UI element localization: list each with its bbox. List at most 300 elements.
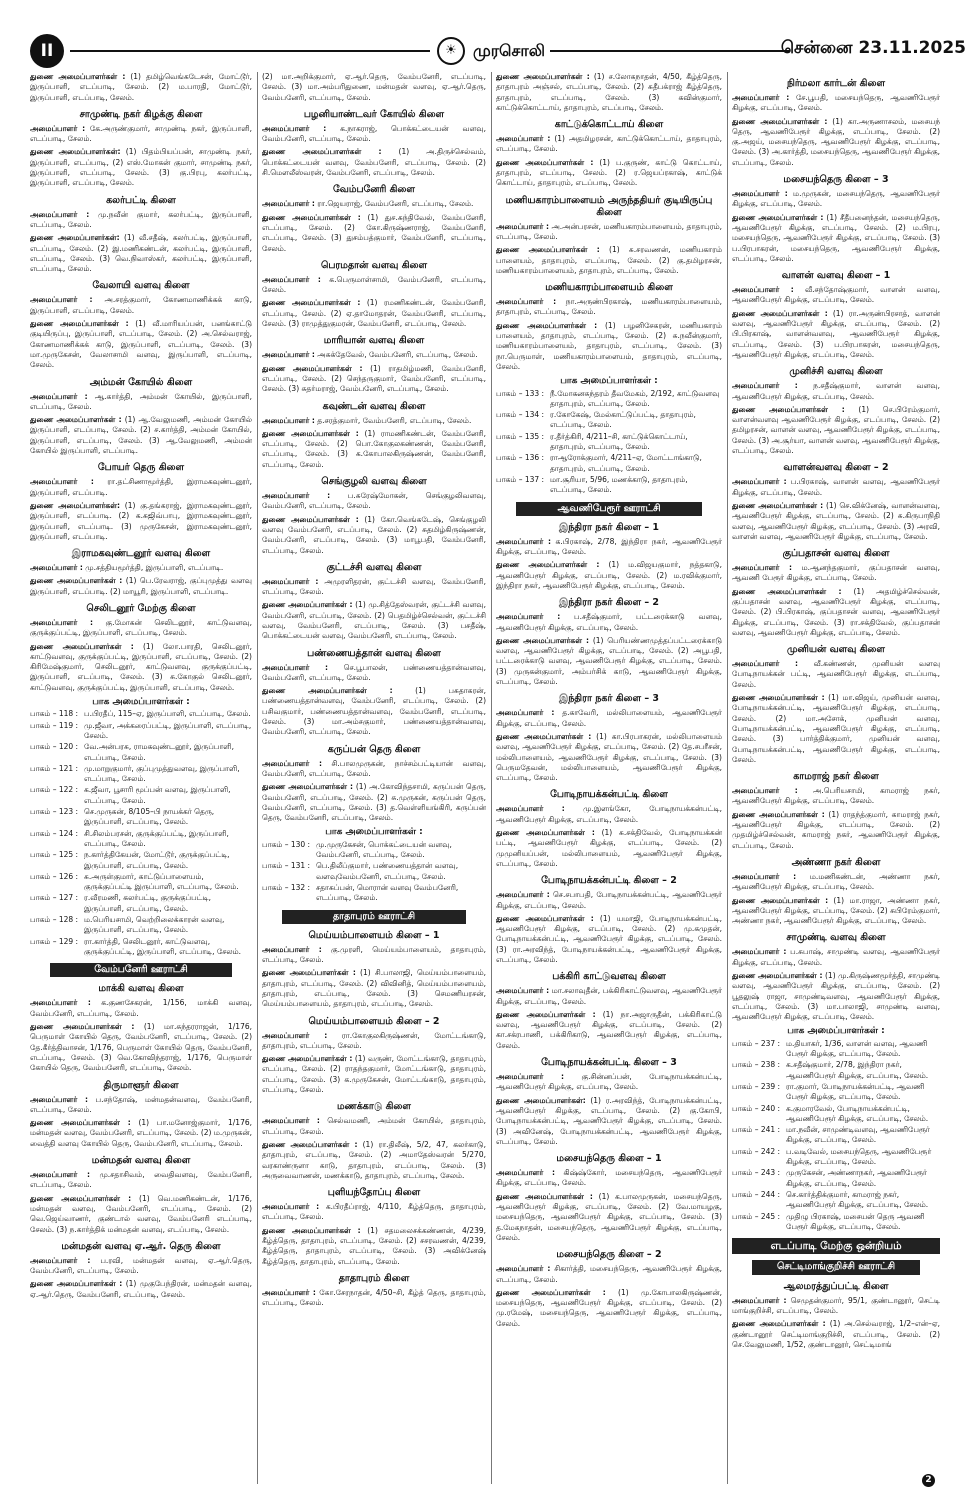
booth-agent: மா.சூரியா, 5/96, மணக்காடு, தாதாபுரம், எடப்பாடி, சேலம். xyxy=(550,474,688,495)
appointment-entry xyxy=(732,810,940,851)
appointee-names: (1) ஆ.வேலுமணி, அம்மன் கோயில் இருப்பாளி, எடப்பாடி, சேலம். (2) ச.கார்த்தி, அம்மன் கோயில், இருப்பாளி, எடப்பாடி, சேலம். (3) ஆ.வேலுமணி, அம்மன் கோயில் இருப்பாளி, எடப்பாடி. xyxy=(30,415,252,456)
appointment-entry xyxy=(30,998,252,1019)
booth-row xyxy=(732,1212,940,1233)
appointee-names: (1) செ.விக்னேஷ், வாளன்வளவு, ஆவணிபேரூர் கிழக்கு, எடப்பாடி, சேலம். (2) சு.கிருபாநிதி வளவு, ஆவணிபேரூர் கிழக்கு, எடப்பாடி, சேலம். (3) அரவி, வாளன் வளவு, ஆவணிபேரூர் கிழக்கு, எடப்பாடி, சேலம். xyxy=(732,500,940,541)
appointee-names: அ.சரத்குமார், கோணமாணிக்கக் காடு, இருப்பாளி, எடப்பாடி, சேலம். xyxy=(30,295,252,315)
role-label: துணை அமைப்பாளர்கள் : xyxy=(30,1022,135,1032)
appointee-names: சிகார்த்தி, மசையந்தெரு, ஆவணிபேரூர் கிழக்கு, எடப்பாடி, சேலம். xyxy=(496,1264,722,1284)
branch-heading: அண்ணா நகர் கிளை xyxy=(791,856,881,868)
branch-heading: பழனியாண்டவர் கோயில் கிளை xyxy=(303,108,445,120)
branch-heading: மாரியான் வளவு கிளை xyxy=(323,335,425,347)
appointment-entry xyxy=(262,1140,486,1181)
branch-heading: இந்திரா நகர் கிளை – 1 xyxy=(558,521,660,533)
appointment-entry xyxy=(262,1226,486,1267)
appointee-names: (1) தமிழ்வெங்கடேசன், மோட்டூர், இருப்பாளி, எடப்பாடி, சேலம். (2) ம.பாரதி, மோட்டூர், இருப்பாளி, எடப்பாடி, சேலம். xyxy=(30,72,252,102)
appointment-entry xyxy=(496,890,722,911)
appointee-names: கு.சின்னப்பன், போடிநாயக்கன்பட்டி, ஆவணிபேரூர் கிழக்கு, எடப்பாடி, சேலம். xyxy=(496,1072,722,1092)
appointee-names: (1) வீ.சதீஷ், கலர்பட்டி, இருப்பாளி, எடப்பாடி, சேலம். (2) இ.மணிகண்டன், கலர்பட்டி, இருப்பாளி, எடப்பாடி, சேலம். (3) வெ.நிவாஸ்கர், கலர்பட்டி, இருப்பாளி, எடப்பாடி, சேலம். xyxy=(30,233,252,274)
appointee-names: (1) ராதமிழ்மணி, வேம்பனேரி, எடப்பாடி, சேலம். (2) செந்தருகுமார், வேம்பனேரி, எடப்பாடி, சேலம். (3) சுதர்மராஜ், வேம்பனேரி, எடப்பாடி, சேலம். xyxy=(262,363,486,394)
footer-page-number: 2 xyxy=(922,1474,935,1487)
appointee-names: ரா.கோகுலகிருஷ்ணன், மோட்டங்காடு, தாதாபுரம், எடப்பாடி, சேலம். xyxy=(262,1030,486,1050)
appointee-names: (1) மு.கிருஷ்ணமூர்த்தி, சாமுண்டி வளவு, ஆவணிபேரூர் கிழக்கு, எடப்பாடி, சேலம். (2) பூதலுஷ் ராஜா, சாமுண்டிவளவு, ஆவணிபேரூர் கிழக்கு, எடப்பாடி, சேலம். (3) மா.பாலாஜி, சாமுண்டி வளவு, ஆவணிபேரூர் கிழக்கு, எடப்பாடி, சேலம். xyxy=(732,971,940,1022)
appointment-entry xyxy=(30,1022,252,1073)
appointee-names: க.குணசேகரன், 1/156, மாக்கி வளவு, வேம்பனேரி, எடப்பாடி, சேலம். xyxy=(30,998,252,1018)
role-label: அமைப்பாளர் : xyxy=(496,536,552,546)
appointment-entry xyxy=(262,968,486,1009)
appointee-names: (1) செ.பிரேம்குமார், வாளன்வளவு ஆவணிபேரூர் கிழக்கு, எடப்பாடி, சேலம். (2) தமிழரசன், வாளன் வளவு, ஆவணிபேரூர் கிழக்கு, எடப்பாடி, சேலம். (3) அ.சூர்யா, வாளன் வளவு, ஆவணிபேரூர் கிழக்கு, எடப்பாடி, சேலம். xyxy=(732,404,940,456)
appointee-names: அ.அன்பரசன், மணியகாரம்பாளையம், தாதாபுரம், எடப்பாடி, சேலம். xyxy=(496,221,722,241)
appointment-entry xyxy=(30,147,252,188)
role-label: அமைப்பாளர் : xyxy=(262,944,322,954)
appointee-names: (1) பெ.ரேவராஜ், குப்புமுத்து வளவு இருப்பாளி, எடப்பாடி. (2) மாயூரி, இருப்பாளி, எடப்பாடி. xyxy=(30,576,252,596)
appointee-names: (1) அதமிழ்ச்செல்வன், குப்பதாசன் வளவு, ஆவணிபேரூர் கிழக்கு, எடப்பாடி, சேலம். (2) பி.பிரகாஷ், குப்பதாசன் வளவு, ஆவணிபேரூர் கிழக்கு, எடப்பாடி, சேலம். (3) ரா.சக்திவேல், குப்பதாசன் வளவு, ஆவணிபேரூர் கிழக்கு, எடப்பாடி, சேலம். xyxy=(732,586,940,637)
appointment-entry xyxy=(496,1096,722,1147)
appointee-names: (1) வெ.மணிகண்டன், 1/176, மன்மதன் வளவு, வேம்பனேரி, எடப்பாடி, சேலம். (2) வெ.ஜெய்வாணர், குண்டால் வளவு, வேம்பனேரி எடப்பாடி, சேலம். (3) ந.கார்த்திக் மன்மதன் வளவு, எடப்பாடி, சேலம். xyxy=(30,1193,252,1234)
role-label: துணை அமைப்பாளர்கள் : xyxy=(262,428,359,438)
booth-agents-heading: பாக அமைப்பாளர்கள் : xyxy=(92,697,190,708)
appointee-names: (1) பிதம்பியப்பன், சாமுண்டி நகர், இருப்பாளி, எடப்பாடி, (2) எஸ்.மோகன் குமார், சாமுண்டி நகர், இருப்பாளி, எடப்பாடி, சேலம். (3) கு.பிரபு, கலர்பட்டி, இருப்பாளி, எடப்பாடி, சேலம். xyxy=(30,147,252,188)
appointment-entry xyxy=(732,189,940,210)
appointment-entry xyxy=(496,222,722,243)
appointee-names: (1) க.பாலமுருகன், மசையந்தெரு, ஆவணிபேரூர் கிழக்கு, எடப்பாடி, சேலம். (2) வே.மாயழகு, மசையந்தெரு, ஆவணிபேரூர் கிழக்கு, எடப்பாடி, சேலம். (3) த.மேகநாதன், மசையந்தெரு, ஆவணிபேரூர் கிழக்கு, எடப்பாடி, சேலம். xyxy=(496,1191,722,1242)
booth-row xyxy=(732,1039,940,1060)
role-label: அமைப்பாளர் : xyxy=(732,659,799,669)
role-label: அமைப்பாளர் : xyxy=(30,1170,90,1180)
appointee-names: (1) ப.குருண், காட்டு கொட்டாய், தாதாபுரம், எடப்பாடி, சேலம். (2) ர.ஜெயப்ரகாஷ், காட்டுக் கொட்டாய், தாதாபுரம், எடப்பாடி, சேலம். xyxy=(496,157,722,188)
booth-row xyxy=(496,453,722,474)
role-label: அமைப்பாளர் : xyxy=(732,947,787,957)
appointee-names: (1) பசுதாகரன், பண்ணையத்தான்வளவு, வேம்பனேரி, எடப்பாடி, சேலம். (2) பசிவகுமார், பண்ணையத்தான்வளவு, வேம்பனேரி, எடப்பாடி, சேலம். (3) மா.அம்சகுமார், பண்ணையத்தான்வளவு, வேம்பனேரி, எடப்பாடி, சேலம். xyxy=(262,686,486,737)
column-1 xyxy=(30,72,252,1484)
appointment-entry xyxy=(732,1296,940,1317)
role-label: அமைப்பாளர் : xyxy=(496,1168,555,1178)
appointment-entry xyxy=(30,233,252,274)
branch-heading: வேம்பனேரி கிளை xyxy=(333,184,415,196)
role-label: துணை அமைப்பாளர்கள் : xyxy=(262,1054,353,1064)
role-label: அமைப்பாளர் : xyxy=(262,1202,320,1212)
booth-row xyxy=(30,937,252,958)
role-label: துணை அமைப்பாளர்கள் : xyxy=(496,828,595,838)
booth-agent: மா.நவீன், சாமுண்டிவளவு, ஆவணிபேரூர் கிழக்கு, எடப்பாடி, சேலம். xyxy=(786,1125,930,1145)
branch-heading: புளியந்தோப்பு கிளை xyxy=(327,1187,421,1199)
appointment-entry xyxy=(262,1031,486,1052)
appointee-names: ப.ரவி, மன்மதன் வளவு, ஏ.ஆர்.தெரு, வேம்பனேரி, எடப்பாடி, சேலம். xyxy=(30,1255,252,1276)
booth-number: பாகம் – 239 : xyxy=(732,1081,781,1091)
panchayat-banner: ஆவணிபேரூர் ஊராட்சி xyxy=(516,502,702,516)
branch-heading: மன்மதன் வளவு கிளை xyxy=(91,1155,191,1167)
branch-heading: மன்மதன் வளவு ஏ.ஆர். தெரு கிளை xyxy=(61,1240,221,1252)
appointment-entry xyxy=(732,285,940,306)
role-label: துணை அமைப்பாளர்கள் : xyxy=(732,308,828,318)
appointment-entry xyxy=(496,537,722,558)
appointment-entry xyxy=(496,986,722,1007)
appointee-names: த.சரத்குமார், வேம்பனேரி, எடப்பாடி, சேலம். xyxy=(314,415,472,425)
appointee-names: (1) ரா.அருண்பிரசாத், வாளன் வளவு, ஆவணிபேரூர் கிழக்கு, எடப்பாடி, சேலம். (2) பி.பிரகாஷ், வாளன்வளவு, ஆவணிபேரூர் கிழக்கு, எடப்பாடி, சேலம். (3) ப.பிரபாகரன், மசையந்தெரு, ஆவணிபேரூர் கிழக்கு, எடப்பாடி, சேலம். xyxy=(732,308,940,359)
booth-number: பாகம் – 135 : xyxy=(496,431,545,441)
role-label: அமைப்பாளர் : xyxy=(496,297,557,307)
column-divider xyxy=(257,72,258,1484)
booth-number: பாகம் – 125 : xyxy=(30,850,79,860)
branch-heading: வாளன் வளவு கிளை – 1 xyxy=(781,270,891,282)
booth-row xyxy=(732,1060,940,1081)
role-label: துணை அமைப்பாளர்கள் : xyxy=(262,514,359,524)
booth-agent: செ.முருகன், 8/105–பி நாயக்கர் தெரு, இருப்பாளி, எடப்பாடி, சேலம். xyxy=(84,807,215,827)
appointment-entry xyxy=(262,213,486,254)
appointee-names: சி.பாலமுருகன், நாச்சம்பட்டியான் வளவு, வேம்பனேரி, எடப்பாடி, சேலம். xyxy=(262,758,486,778)
appointee-names: ப.சதீஷ்குமார், பட்டரைக்காடு வளவு, ஆவணிபேரூர் கிழக்கு, எடப்பாடி, சேலம். xyxy=(496,612,722,632)
appointee-names: (1) லோ.பாரதி, செலிடனூர், காட்டுவளவு, குருக்குப்பட்டி, இருப்பாளி, எடப்பாடி, சேலம். (2) கிரிமேஷ்குமார், செலிடனூர், காட்டுவளவு, குருக்குப்பட்டி, இருப்பாளி, எடப்பாடி, சேலம். (3) சு.கோகுல் செலிடனூர், காட்டுவளவு, குருக்குப்பட்டி, இருப்பாளி, எடப்பாடி, சேலம். xyxy=(30,641,252,692)
appointee-names: செல்வமணி, அம்மன் கோயில், தாதாபுரம், எடப்பாடி, சேலம். xyxy=(262,1116,486,1136)
booth-number: பாகம் – 241 : xyxy=(732,1125,781,1135)
appointment-entry xyxy=(262,515,486,556)
branch-heading: போயர் தெரு கிளை xyxy=(97,462,185,474)
booth-row xyxy=(262,883,486,904)
branch-heading: இந்திரா நகர் கிளை – 2 xyxy=(558,597,660,609)
appointee-names: ப.சுரேஷ்மோகன், செங்குழலிவளவு, வேம்பனேரி, எடப்பாடி, சேலம். xyxy=(262,491,486,511)
role-label: துணை அமைப்பாளர்கள் : xyxy=(496,72,590,81)
appointee-names: (1) பா.மனோஜ்குமார், 1/176, மன்மதன் வளவு, வேம்பனேரி, எடப்பாடி, சேலம். (2) ம.முருகன், வைத்தி வளவு கோயில் தெரு, வேம்பனேரி, எடப்பாடி, சேலம். xyxy=(30,1118,252,1148)
role-label: துணை அமைப்பாளர்கள் : xyxy=(496,913,594,923)
appointee-names: க.பெருமாள்சாமி, வேம்பனேரி, எடப்பாடி, சேலம். xyxy=(262,274,486,295)
role-label: துணை அமைப்பாளர்கள் : xyxy=(732,693,825,703)
appointment-entry xyxy=(732,381,940,402)
branch-heading: குட்டச்சி வளவு கிளை xyxy=(326,561,422,573)
appointment-entry xyxy=(732,501,940,542)
role-label: அமைப்பாளர் : xyxy=(262,662,329,672)
booth-agent: முருகேசன், அண்ணாநகர், ஆவணிபேரூர் கிழக்கு, எடப்பாடி, சேலம். xyxy=(786,1168,927,1188)
booth-row xyxy=(30,764,252,785)
role-label: அமைப்பாளர் : xyxy=(262,1287,316,1297)
appointee-names: மா.சலாவுதீன், பக்கிரிகாட்டுவளவு, ஆவணிபேரூர் கிழக்கு, எடப்பாடி, சேலம். xyxy=(496,986,722,1006)
role-label: துணை அமைப்பாளர்கள் : xyxy=(30,641,134,651)
appointment-entry xyxy=(496,1072,722,1093)
booth-row xyxy=(496,432,722,453)
appointment-entry xyxy=(262,199,486,209)
branch-heading: மெய்யம்பாளையம் கிளை – 2 xyxy=(308,1015,440,1027)
appointee-names: (1) ரமணிகண்டன், வேம்பனேரி, எடப்பாடி, சேலம். (2) ஏ.தாமோதரன், வேம்பனேரி, எடப்பாடி, சேலம். (3) ராமுத்துகுமரன், வேம்பனேரி, எடப்பாடி, சேலம். xyxy=(262,298,486,329)
appointee-names: மு.சதாசிவம், வைதிவளவு, வேம்பனேரி, எடப்பாடி, சேலம். xyxy=(30,1170,252,1190)
booth-number: பாகம் – 245 : xyxy=(732,1211,781,1221)
role-label: துணை அமைப்பாளர்கள் : xyxy=(262,363,363,373)
role-label: அமைப்பாளர் : xyxy=(732,477,787,487)
appointment-entry xyxy=(30,477,252,498)
appointee-names: (1) மா.சுந்தரராஜன், 1/176, பெருமாள் கோயில் தெரு, வேம்பனேரி, எடப்பாடி, சேலம். (2) தே.கீர்த்திவாசன், 1/176, பெருமாள் கோயில் தெரு, வேம்பனேரி, எடப்பாடி, சேலம். (3) வெ.கோவிந்தராஜ், 1/176, பெருமாள் கோயில் தெரு, வேம்பனேரி, எடப்பாடி, சேலம். xyxy=(30,1022,252,1073)
branch-heading: ஆலமரத்துப்பட்டி கிளை xyxy=(783,1280,889,1292)
column-divider xyxy=(491,72,492,1484)
booth-number: பாகம் – 124 : xyxy=(30,828,79,838)
booth-agent: ர.வீரமணி, கலர்பட்டி, குருக்குப்பட்டி, இருப்பாளி, எடப்பாடி, சேலம். xyxy=(84,893,211,913)
appointment-entry xyxy=(262,364,486,395)
appointment-entry xyxy=(732,563,940,584)
appointment-entry xyxy=(30,1095,252,1116)
booth-agent: சதாசுப்பன், மொரான் வளவு வேம்பனேரி, எடப்பாடி, சேலம். xyxy=(316,882,459,903)
appointment-entry xyxy=(496,1288,722,1329)
appointment-entry xyxy=(30,72,252,103)
appointment-entry xyxy=(262,1116,486,1137)
role-label: துணை அமைப்பாளர்கள் : xyxy=(30,1193,132,1203)
appointment-entry xyxy=(496,708,722,729)
booth-row xyxy=(30,709,252,719)
appointment-entry xyxy=(30,124,252,145)
appointment-entry xyxy=(732,786,940,807)
booth-row xyxy=(496,475,722,496)
branch-heading: செலிடனூர் மேற்கு கிளை xyxy=(86,602,196,614)
role-label: அமைப்பாளர் : xyxy=(496,890,550,900)
column-4 xyxy=(732,72,940,1484)
role-label: துணை அமைப்பாளர்கள் : xyxy=(262,782,354,792)
appointee-names: கு.மோகன் செலிடனூர், காட்டுவளவு, குருக்குப்பட்டி, இருப்பாளி, எடப்பாடி, சேலம். xyxy=(30,617,252,638)
booth-agent: ராஆரோக்குமார், 4/211–ஏ, மோட்டாங்காடு, தாதாபுரம், எடப்பாடி, சேலம். xyxy=(550,453,702,473)
role-label: அமைப்பாளர் : xyxy=(262,1116,320,1126)
appointee-names: (2) மா.அறிக்குமார், ஏ.ஆர்.தெரு, வேம்பனேரி, எடப்பாடி, சேலம். (3) மா.அம்பரிதுணை, மன்மதன் வளவு, ஏ.ஆர்.தெரு, வேம்பனேரி, எடப்பாடி, சேலம். xyxy=(262,72,486,102)
role-label: அமைப்பாளர் : xyxy=(496,804,565,814)
appointee-names: அமுரளிதரன், குட்டச்சி வளவு, வேம்பனேரி, எடப்பாடி, சேலம். xyxy=(262,576,486,597)
appointment-entry xyxy=(496,245,722,276)
appointment-entry xyxy=(262,429,486,470)
appointment-entry xyxy=(732,896,940,927)
booth-number: பாகம் – 238 : xyxy=(732,1060,781,1070)
appointment-entry xyxy=(732,693,940,765)
booth-number: பாகம் – 121 : xyxy=(30,763,79,773)
appointment-entry xyxy=(496,612,722,633)
role-label: அமைப்பாளர் : xyxy=(732,871,797,881)
appointee-names: (1) ரா.திலீஷ், 5/2, 47, கலர்காடு, தாதாபுரம், எடப்பாடி, சேலம். (2) அமாதேஸ்வரன் 5/270, வரகாண்ருளா காடு, தாதாபுரம், எடப்பாடி, சேலம். (3) அருவைவாணன், மணக்காடு, தாதாபுரம், எடப்பாடி, சேலம். xyxy=(262,1139,486,1180)
role-label: துணை அமைப்பாளர்கள்: xyxy=(30,233,120,243)
booth-row xyxy=(30,850,252,871)
branch-heading: மசையந்தெரு கிளை – 3 xyxy=(783,174,889,186)
panchayat-banner: செட்டிமாங்குறிச்சி ஊராட்சி xyxy=(752,1260,920,1274)
appointment-entry xyxy=(30,618,252,639)
appointee-names: (1) மு.கோபாலகிருஷ்ணன், மசையந்தெரு, ஆவணிபேரூர் கிழக்கு, எடப்பாடி, சேலம். (2) மு.ரமேஷ், மசையந்தெரு, ஆவணிபேரூர் கிழக்கு, எடப்பாடி, சேலம். xyxy=(496,1287,722,1328)
appointment-entry xyxy=(262,298,486,329)
booth-row xyxy=(30,872,252,893)
sun-emblem-icon: ☀ xyxy=(437,37,465,65)
booth-agent: ரா.கார்த்தி, செலிடனூர், காட்டுவளவு, குருக்குப்பட்டி, இருப்பாளி, எடப்பாடி, சேலம். xyxy=(84,936,242,956)
branch-heading: கலர்பட்டி கிளை xyxy=(106,194,176,206)
appointment-entry xyxy=(30,415,252,456)
appointee-names: (1) சதமலைசக்கண்ணன், 4/239, கீழ்த்தெரு, தாதாபுரம், எடப்பாடி, சேலம். (2) சசரவணன், 4/239, கீழ்த்தெரு, தாதாபுரம், எடப்பாடி, சேலம். (3) அவிக்னேஷ் கீழ்த்தெரு, தாதாபுரம், எடப்பாடி, சேலம். xyxy=(262,1225,486,1266)
appointment-entry xyxy=(262,1288,486,1309)
booth-number: பாகம் – 127 : xyxy=(30,893,79,903)
booth-number: பாகம் – 243 : xyxy=(732,1168,781,1178)
role-label: அமைப்பாளர் : xyxy=(30,123,86,133)
appointee-names: (1) அ.திருச்செல்வம், பொக்கட்டையன் வளவு, வேம்பனேரி, எடப்பாடி, சேலம். (2) சி.மெளலீஸ்வரன், வேம்பனேரி, எடப்பாடி, சேலம். xyxy=(262,147,486,178)
booth-agent: சு.அருள்குமார், காட்டுப்பாளையம், குருக்குப்பட்டி இருப்பாளி, எடப்பாடி, சேலம். xyxy=(84,871,239,892)
booth-row xyxy=(30,829,252,850)
booth-agent: க.குமாரவேல், போடிநாயக்கன்பட்டி, ஆவணிபேரூர் கிழக்கு, எடப்பாடி, சேலம். xyxy=(786,1103,929,1123)
branch-heading: பண்ணையத்தான் வளவு கிளை xyxy=(307,647,441,659)
appointee-names: வீ.கண்ணன், முனியன் வளவு போடிநாயக்கன் பட்டி, ஆவணிபேரூர் கிழக்கு, எடப்பாடி, சேலம். xyxy=(732,659,940,689)
role-label: அமைப்பாளர் : xyxy=(496,134,551,144)
role-label: அமைப்பாளர் : xyxy=(496,221,549,231)
appointee-names: கோ.சேரநாதன், 4/50–சி, கீழ்த் தெரு, தாதாபுரம், எடப்பாடி, சேலம். xyxy=(262,1287,486,1308)
appointee-names: (1) அ.கோவிந்தசாமி, கருப்பன் தெரு, வேம்பனேரி, எடப்பாடி, சேலம். (2) சு.முருகன், கருப்பன் தெரு, வேம்பனேரி, எடப்பாடி, சேலம். (3) த.வெள்ளியங்கிரி, கருப்பன் தெரு, வேம்பனேரி, எடப்பாடி, சேலம். xyxy=(262,782,486,823)
appointment-entry xyxy=(262,663,486,684)
appointment-entry xyxy=(30,392,252,413)
branch-heading: செங்குழலி வளவு கிளை xyxy=(321,476,427,488)
booth-agents-heading: பாக அமைப்பாளர்கள் : xyxy=(787,1026,885,1037)
role-label: அமைப்பாளர் : xyxy=(30,563,83,573)
appointment-entry xyxy=(496,134,722,155)
branch-heading: போடிநாயக்கன்பட்டி கிளை – 2 xyxy=(541,875,677,887)
role-label: அமைப்பாளர் : xyxy=(30,209,90,219)
appointment-entry xyxy=(30,295,252,316)
appointment-entry xyxy=(30,210,252,231)
booth-agent: சி.சிலம்பரசன், குருக்குப்பட்டி, இருப்பாளி, எடப்பாடி, சேலம். xyxy=(84,828,229,848)
panchayat-banner: வேம்பனேரி ஊராட்சி xyxy=(50,963,232,977)
masthead-logo xyxy=(437,36,545,66)
role-label: துணை அமைப்பாளர்கள் : xyxy=(262,1225,361,1235)
appointment-entry xyxy=(262,491,486,512)
branch-heading: இந்திரா நகர் கிளை – 3 xyxy=(558,693,660,705)
appointee-names: த.காவேரி, மல்லிபாளையம், ஆவணிபேரூர் கிழக்கு, எடப்பாடி, சேலம். xyxy=(496,708,722,728)
branch-heading: மணக்காடு கிளை xyxy=(337,1101,411,1113)
appointee-names: (1) கா.பிரபாகரன், மல்லிபாளையம் வளவு, ஆவணிபேரூர் கிழக்கு, எடப்பாடி, சேலம். (2) தே.சபரீசன், மல்லிபாளையம், ஆவணிபேரூர் கிழக்கு, எடப்பாடி, சேலம். (3) பெருமதேவன், மல்லிபாளையம், ஆவணிபேரூர் கிழக்கு, எடப்பாடி, சேலம். xyxy=(496,731,722,783)
appointee-names: ரா.தட்சிணாமூர்த்தி, இராமகவுண்டனூர், இருப்பாளி, எடப்பாடி. xyxy=(30,477,252,497)
branch-heading: நிர்மலா கார்டன் கிளை xyxy=(786,78,886,89)
appointee-names: கே.அருண்குமார், சாமுண்டி நகர், இருப்பாளி, எடப்பாடி, சேலம். xyxy=(30,123,252,144)
booth-agent: மு.முருகேசன், பொக்கட்டையன் வளவு, வேம்பனேரி, எடப்பாடி, சேலம். xyxy=(316,839,452,860)
appointment-entry xyxy=(496,1168,722,1189)
dateline: சென்னை 23.11.2025 xyxy=(780,38,966,58)
article-columns xyxy=(30,72,940,1484)
booth-number: பாகம் – 137 : xyxy=(496,474,545,484)
appointee-names: (1) மா.விஜய், முனியன் வளவு, போடிநாயக்கன்பட்டி, ஆவணிபேரூர் கிழக்கு, எடப்பாடி, சேலம். (2) மா.அசோக், முனியன் வளவு, போடிநாயக்கன்பட்டி, ஆவணிபேரூர் கிழக்கு, எடப்பாடி, சேலம். (3) பார்த்திக்குமார், முனியன் வளவு, போடிநாயக்கன்பட்டி, ஆவணிபேரூர் கிழக்கு, எடப்பாடி, சேலம். xyxy=(732,693,940,764)
appointment-entry xyxy=(732,213,940,264)
role-label: அமைப்பாளர் : xyxy=(732,563,793,573)
appointment-entry xyxy=(262,124,486,145)
booth-number: பாகம் – 131 : xyxy=(262,861,311,871)
appointment-entry xyxy=(30,1279,252,1300)
appointment-entry xyxy=(30,1118,252,1149)
appointee-names: (1) மு.சித்தேஸ்வரன், குட்டச்சி வளவு, வேம்பனேரி, எடப்பாடி, சேலம். (2) பெதமிழ்ச்செல்வன், குட்டச்சி வளவு, வேம்பனேரி, எடப்பாடி, சேலம். (3) பசதீஷ், பொக்கட்டையன் வளவு, வேம்பனேரி, எடப்பாடி, சேலம். xyxy=(262,600,486,641)
branch-heading: வேலாயி வளவு கிளை xyxy=(92,280,190,292)
booth-agent: ரா.குமார், போடிநாயக்கன்பட்டி, ஆவணி பேரூர் கிழக்கு, எடப்பாடி, சேலம். xyxy=(786,1081,925,1102)
paper-name: முரசொலி xyxy=(473,40,545,60)
appointment-entry xyxy=(262,600,486,641)
role-label: அமைப்பாளர் : xyxy=(262,491,331,501)
booth-number: பாகம் – 120 : xyxy=(30,742,79,752)
branch-heading: பெரமதான் வளவு கிளை xyxy=(320,259,428,271)
role-label: அமைப்பாளர் : xyxy=(262,123,327,133)
branch-heading: மெய்யம்பாளையம் கிளை – 1 xyxy=(308,929,440,941)
booth-number: பாகம் – 123 : xyxy=(30,807,79,817)
appointee-names: (1) பழனிசேகரன், மணியகாரம் பாளையம், தாதாபுரம், எடப்பாடி, சேலம். (2) சு.நவீன்குமார், மணியகாரம்பாளையம், தாதாபுரம், எடப்பாடி, சேலம். (3) நா.பெருமாள், மணியகாரம்பாளையம், தாதாபுரம், எடப்பாடி, சேலம். xyxy=(496,320,722,371)
booth-row xyxy=(30,721,252,742)
appointment-entry xyxy=(732,947,940,968)
appointee-names: (1) ராமணிகண்டன், வேம்பனேரி, எடப்பாடி, சேலம். (2) பொ.கோகுலகண்ணன், வேம்பனேரி, எடப்பாடி, சேலம். (3) க.கோபாலகிருஷ்ணன், வேம்பனேரி, எடப்பாடி, சேலம். xyxy=(262,428,486,469)
role-label: துணை அமைப்பாளர்கள் : xyxy=(496,1287,606,1297)
appointment-entry xyxy=(732,971,940,1022)
role-label: துணை அமைப்பாளர்கள் : xyxy=(496,1191,593,1201)
appointee-names: (1) ம.விஜயகுமார், நத்தகாடு, ஆவணிபேரூர் கிழக்கு, எடப்பாடி, சேலம். (2) ம.ரவிக்குமார், இந்திரா நகர், ஆவணிபேரூர் கிழக்கு, எடப்பாடி, சேலம். xyxy=(496,560,722,590)
booth-number: பாகம் – 134 : xyxy=(496,410,545,420)
branch-heading: சாமுண்டி நகர் கிழக்கு கிளை xyxy=(79,108,203,120)
booth-number: பாகம் – 119 : xyxy=(30,720,79,730)
booth-agent: பெ.திலீப்குமார், பண்ணையத்தான் வளவு, வளவுவேம்பனேரி, எடப்பாடி, சேலம். xyxy=(316,861,459,881)
role-label: அமைப்பாளர் : xyxy=(732,1295,787,1305)
booth-number: பாகம் – 122 : xyxy=(30,785,79,795)
role-label: துணை அமைப்பாளர்கள் : xyxy=(732,116,828,126)
appointment-entry xyxy=(30,576,252,597)
role-label: அமைப்பாளர் : xyxy=(30,391,88,401)
appointment-entry xyxy=(496,158,722,189)
booth-row xyxy=(732,1125,940,1146)
appointee-names: (1) கா.அருணாசலம், மசையந் தெரு, ஆவணிபேரூர் கிழக்கு, எடப்பாடி, சேலம். (2) கு.அஜய், மசையந்தெரு, ஆவணிபேரூர் கிழக்கு, எடப்பாடி, சேலம். (3) அ.கார்த்தி, மசையந்தெரு, ஆவணிபேரூர் கிழக்கு, எடப்பாடி, சேலம். xyxy=(732,116,940,167)
appointment-entry xyxy=(732,872,940,893)
role-label: அமைப்பாளர் : xyxy=(30,477,94,487)
union-banner: எடப்பாடி மேற்கு ஒன்றியம் xyxy=(732,1238,940,1254)
booth-agent: க.சதீஷ்குமார், 2/78, இந்திரா நகர், ஆவணிபேரூர் கிழக்கு, எடப்பாடி, சேலம். xyxy=(786,1060,929,1080)
role-label: துணை அமைப்பாளர்கள் : xyxy=(262,968,356,978)
branch-heading: வாளன்வளவு கிளை – 2 xyxy=(783,462,889,474)
role-label: துணை அமைப்பாளர்கள் : xyxy=(496,157,594,167)
booth-agent: முதிழு பிரகாஷ், மசையன் தெரு ஆவணி பேரூர் கிழக்கு, எடப்பாடி, சேலம். xyxy=(786,1211,925,1231)
appointment-entry xyxy=(496,914,722,965)
appointee-names: (1) அ.செல்வராஜ், 1/2–என்–ஏ, குண்டானூர் செட்டிமாங்குறிச்சி, எடப்பாடி, சேலம். (2) செ.வேலுமணி, 1/52, குண்டானூர், செட்டிமாங் xyxy=(732,1319,940,1349)
role-label: அமைப்பாளர் : xyxy=(262,758,322,768)
branch-heading: கருப்பன் தெரு கிளை xyxy=(327,743,421,755)
appointee-names: (1) வருண், மோட்டங்காடு, தாதாபுரம், எடப்பாடி, சேலம். (2) ராதந்தகுமார், மோட்டங்காடு, தாதாபுரம், எடப்பாடி, சேலம். (3) க.முருகேசன், மோட்டங்காடு, தாதாபுரம், எடப்பாடி, சேலம். xyxy=(262,1054,486,1095)
role-label: அமைப்பாளர் : xyxy=(496,1264,551,1274)
booth-number: பாகம் – 118 : xyxy=(30,709,79,719)
appointee-names: செ.சபாபதி, போடிநாயக்கன்பட்டி, ஆவணிபேரூர் கிழக்கு, எடப்பாடி, சேலம். xyxy=(496,890,722,910)
booth-row xyxy=(732,1190,940,1211)
branch-heading: பக்கிரி காட்டுவளவு கிளை xyxy=(552,971,666,983)
role-label: துணை அமைப்பாளர்கள் : xyxy=(732,1319,826,1329)
appointment-entry xyxy=(496,1192,722,1243)
branch-heading: அம்மன் கோயில் கிளை xyxy=(89,376,193,388)
appointee-names: (1) சீதீபனைந்தன், மசையந்தெரு, ஆவணிபேரூர் கிழக்கு, எடப்பாடி, சேலம். (2) ம.பிரபு, மசையந்தெரு, ஆவணிபேரூர் கிழக்கு, எடப்பாடி, சேலம். (3) ப.பிரபாகரன், மசையந்தெரு, ஆவணிபேரூர் கிழக்கு, எடப்பாடி, சேலம். xyxy=(732,212,940,263)
appointee-names: (1) அதமிழரசன், காட்டுக்கொட்டாய், தாதாபுரம், எடப்பாடி, சேலம். xyxy=(496,134,722,154)
booth-agent: ர.கோகேஷ், மேல்காட்டுப்பட்டி, தாதாபுரம், எடப்பாடி, சேலம். xyxy=(550,410,696,430)
appointment-entry xyxy=(30,1170,252,1191)
appointment-entry xyxy=(262,759,486,780)
booth-agent: க.ஜீவா, பூசாரி மூப்பன் வளவு, இருப்பாளி, எடப்பாடி, சேலம். xyxy=(84,785,231,805)
role-label: துணை அமைப்பாளர்கள்: xyxy=(30,147,121,157)
appointee-names: செமுதன்குமார், 95/1, குண்டானூர், செட்டி மாங்குறிச்சி, எடப்பாடி, சேலம். xyxy=(732,1295,940,1316)
role-label: துணை அமைப்பாளர்கள் : xyxy=(732,971,823,980)
booth-agent: செ.கார்த்திக்குமார், காமராஜ் நகர், ஆவணிபேரூர் கிழக்கு, எடப்பாடி, சேலம். xyxy=(786,1189,929,1210)
branch-heading: மணியகாரம்பாளையம் அருந்ததியர் குடியிருப்பு கிளை xyxy=(505,194,713,218)
appointee-names: (1) ச.லோகநாதன், 4/50, கீழ்த்தெரு, தாதாபுரம் அஞ்சல், எடப்பாடி, சேலம். (2) சுதீபக்ராஜ் கீழ்த்தெரு, தாதாபுரம், எடப்பாடி, சேலம். (3) கவின்குமார், காட்டுக்கொட்டாய், தாதாபுரம், எடப்பாடி, சேலம். xyxy=(496,72,722,112)
appointment-entry xyxy=(732,405,940,456)
booth-number: பாகம் – 244 : xyxy=(732,1189,781,1199)
role-label: அமைப்பாளர் : xyxy=(496,612,561,622)
role-label: துணை அமைப்பாளர்கள் : xyxy=(732,212,824,222)
appointee-names: (1) நா.அஜாருதீன், பக்கிரிகாட்டு வளவு, ஆவணிபேரூர் கிழக்கு, எடப்பாடி, சேலம். (2) கா.சக்ரபாணி, பக்கிரிகாடு, ஆவணிபேரூர் கிழக்கு, எடப்பாடி, சேலம். xyxy=(496,1009,722,1050)
appointment-entry xyxy=(496,1010,722,1051)
appointment-entry xyxy=(496,732,722,783)
page-number-badge: II xyxy=(30,34,64,68)
role-label: அமைப்பாளர் : xyxy=(496,1072,564,1082)
appointment-entry xyxy=(262,350,486,360)
appointee-names: ந.சதீஷ்குமார், வாளன் வளவு, ஆவணிபேரூர் கிழக்கு, எடப்பாடி, சேலம். xyxy=(732,381,940,401)
role-label: துணை அமைப்பாளர்கள் : xyxy=(732,895,829,905)
booth-agent: மு.ஜீவா, அக்கரைப்பட்டி, இருப்பாளி, எடப்பாடி, சேலம். xyxy=(84,720,252,740)
role-label: துணை அமைப்பாளர்கள் : xyxy=(496,245,600,255)
column-2 xyxy=(262,72,486,1484)
role-label: அமைப்பாளர் : xyxy=(496,986,550,996)
role-label: துணை அமைப்பாளர்கள் : xyxy=(262,600,353,610)
branch-heading: போடிநாயக்கன்பட்டி கிளை xyxy=(550,789,668,801)
appointee-names: மு.சத்தியமூர்த்தி, இருப்பாளி, எடப்பாடி. xyxy=(82,563,224,573)
appointee-names: செ.பூபாலன், பண்ணையத்தான்வளவு, வேம்பனேரி, எடப்பாடி, சேலம். xyxy=(262,662,486,682)
booth-row xyxy=(732,1082,940,1103)
appointment-entry xyxy=(732,587,940,638)
role-label: துணை அமைப்பாளர்கள்: xyxy=(30,500,120,510)
appointee-names: க.பிரதீப்ராஜ், 4/110, கீழ்த்தெரு, தாதாபுரம், எடப்பாடி, சேலம். xyxy=(262,1202,486,1222)
